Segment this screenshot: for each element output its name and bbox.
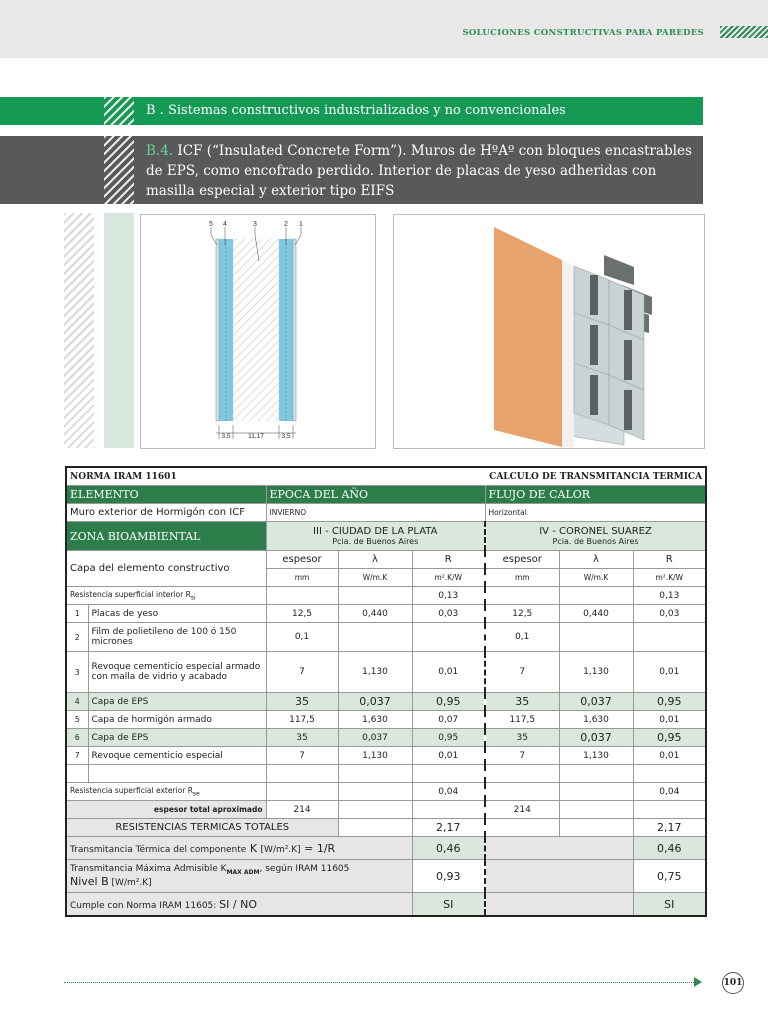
layer-r-2: 0,03 xyxy=(633,605,706,623)
zona-2 xyxy=(485,522,706,551)
empty-row xyxy=(66,765,706,783)
header-hatch-decoration xyxy=(720,26,768,38)
layer-lambda-2: 1,130 xyxy=(559,652,633,693)
column-header-row xyxy=(66,551,706,569)
res-total-2: 2,17 xyxy=(633,819,706,837)
subsection-text: ICF (“Insulated Concrete Form”). Muros de HºAº con bloques encastrables de EPS, como encofrado perdido. Interior de placas de yeso adheridas con masilla especial y exterior tipo EIFS xyxy=(146,143,692,199)
calc-title: CALCULO DE TRANSMITANCIA TERMICA xyxy=(338,467,706,486)
espesor-total-row xyxy=(66,801,706,819)
layer-lambda-2: 0,440 xyxy=(559,605,633,623)
col-espesor-1: espesor xyxy=(266,551,338,569)
rse-value-2: 0,04 xyxy=(633,783,706,801)
section-hatch-decoration xyxy=(104,97,134,125)
cumple-label-text: Cumple con Norma IRAM 11605: xyxy=(70,900,220,911)
rsi-label-sub: si xyxy=(190,594,196,602)
k-row xyxy=(66,837,706,860)
kmax-value-1: 0,93 xyxy=(412,860,485,893)
resistencias-totales-row xyxy=(66,819,706,837)
flujo-value: Horizontal xyxy=(485,504,706,522)
rsi-row xyxy=(66,587,706,605)
top-bar xyxy=(0,0,768,58)
unit-mm-2: mm xyxy=(485,569,559,587)
dimension-eps-interior: 3,5 xyxy=(221,433,231,440)
col-r-2: R xyxy=(633,551,706,569)
layer-number: 7 xyxy=(66,747,88,765)
cumple-label xyxy=(66,893,412,917)
layer-name: Capa de hormigón armado xyxy=(88,711,266,729)
cumple-value-2: SI xyxy=(633,893,706,917)
kmax-row xyxy=(66,860,706,893)
layer-r-2: 0,01 xyxy=(633,747,706,765)
rsi-label xyxy=(66,587,266,605)
layer-number: 2 xyxy=(66,623,88,652)
elemento-value: Muro exterior de Hormigón con ICF xyxy=(66,504,266,522)
layer-r-1 xyxy=(412,623,485,652)
layer-espesor-2: 117,5 xyxy=(485,711,559,729)
k-label xyxy=(66,837,412,860)
icf-wall-3d-illustration xyxy=(393,214,705,449)
layer-row-7 xyxy=(66,747,706,765)
layer-number: 1 xyxy=(66,605,88,623)
running-title: SOLUCIONES CONSTRUCTIVAS PARA PAREDES xyxy=(462,28,704,38)
layer-label-2: 2 xyxy=(284,221,288,228)
layer-lambda-2: 0,037 xyxy=(559,729,633,747)
layer-row-5 xyxy=(66,711,706,729)
layer-lambda-1: 0,440 xyxy=(338,605,412,623)
layer-row-6 xyxy=(66,729,706,747)
layer-r-1: 0,01 xyxy=(412,652,485,693)
layer-name: Revoque cementicio especial armado con malla de vidrio y acabado xyxy=(88,652,266,693)
layer-row-1 xyxy=(66,605,706,623)
layer-lambda-1: 1,630 xyxy=(338,711,412,729)
kmax-label-tail: , según IRAM 11605 xyxy=(259,863,350,874)
unit-mm-1: mm xyxy=(266,569,338,587)
layer-lambda-2: 1,630 xyxy=(559,711,633,729)
element-info-row xyxy=(66,504,706,522)
zona-1 xyxy=(266,522,485,551)
espesor-total-label: espesor total aproximado xyxy=(66,801,266,819)
subsection-title xyxy=(146,141,701,201)
rsi-value-2: 0,13 xyxy=(633,587,706,605)
unit-w-1: W/m.K xyxy=(338,569,412,587)
layer-r-1: 0,03 xyxy=(412,605,485,623)
layer-name: Film de polietileno de 100 ó 150 micrones xyxy=(88,623,266,652)
rse-label-text: Resistencia superficial exterior R xyxy=(70,785,193,795)
layer-name: Capa de EPS xyxy=(88,729,266,747)
layer-lambda-1: 1,130 xyxy=(338,652,412,693)
layer-r-1: 0,07 xyxy=(412,711,485,729)
layer-r-1: 0,01 xyxy=(412,747,485,765)
layer-espesor-2: 7 xyxy=(485,652,559,693)
res-totales-label: RESISTENCIAS TERMICAS TOTALES xyxy=(66,819,338,837)
res-total-1: 2,17 xyxy=(412,819,485,837)
layer-lambda-2 xyxy=(559,623,633,652)
layer-lambda-1 xyxy=(338,623,412,652)
zona-label: ZONA BIOAMBIENTAL xyxy=(66,522,266,551)
layer-label-4: 4 xyxy=(223,221,227,228)
layer-espesor-1: 12,5 xyxy=(266,605,338,623)
section-band xyxy=(0,97,703,125)
col-espesor-2: espesor xyxy=(485,551,559,569)
rse-row xyxy=(66,783,706,801)
unit-r-1: m².K/W xyxy=(412,569,485,587)
wall-section-diagram xyxy=(140,214,376,449)
layer-espesor-2: 12,5 xyxy=(485,605,559,623)
layer-label-1: 1 xyxy=(299,221,303,228)
zona-row xyxy=(66,522,706,551)
zona-1-province: Pcia. de Buenos Aires xyxy=(332,537,419,546)
layer-espesor-1: 117,5 xyxy=(266,711,338,729)
layer-r-1: 0,95 xyxy=(412,729,485,747)
layer-espesor-1: 7 xyxy=(266,652,338,693)
kmax-sub: MAX ADM xyxy=(226,868,260,876)
rsi-label-text: Resistencia superficial interior R xyxy=(70,589,191,599)
unit-w-2: W/m.K xyxy=(559,569,633,587)
dimension-concrete: 11,17 xyxy=(248,433,264,440)
k-symbol: K xyxy=(246,841,261,855)
layer-lambda-2: 0,037 xyxy=(559,693,633,711)
layer-number: 6 xyxy=(66,729,88,747)
layer-r-2: 0,95 xyxy=(633,729,706,747)
layer-lambda-1: 0,037 xyxy=(338,693,412,711)
layer-lambda-1: 1,130 xyxy=(338,747,412,765)
layer-espesor-2: 0,1 xyxy=(485,623,559,652)
header-flujo: FLUJO DE CALOR xyxy=(485,486,706,504)
thermal-transmittance-table xyxy=(65,466,707,917)
layer-label-3: 3 xyxy=(253,221,257,228)
kmax-nivel: Nivel B xyxy=(70,875,109,889)
layer-r-1: 0,95 xyxy=(412,693,485,711)
cumple-row xyxy=(66,893,706,917)
header-elemento: ELEMENTO xyxy=(66,486,266,504)
layer-name: Revoque cementicio especial xyxy=(88,747,266,765)
layer-espesor-1: 35 xyxy=(266,693,338,711)
k-value-2: 0,46 xyxy=(633,837,706,860)
espesor-total-1: 214 xyxy=(266,801,338,819)
layer-row-4 xyxy=(66,693,706,711)
layer-lambda-1: 0,037 xyxy=(338,729,412,747)
kmax-unit: [W/m².K] xyxy=(108,878,152,889)
layer-espesor-1: 7 xyxy=(266,747,338,765)
layer-espesor-2: 7 xyxy=(485,747,559,765)
capa-label: Capa del elemento constructivo xyxy=(66,551,266,587)
rse-value-1: 0,04 xyxy=(412,783,485,801)
layer-row-2 xyxy=(66,623,706,652)
rse-label xyxy=(66,783,266,801)
side-green-panel xyxy=(104,213,134,448)
kmax-label xyxy=(66,860,412,893)
rsi-value-1: 0,13 xyxy=(412,587,485,605)
k-value-1: 0,46 xyxy=(412,837,485,860)
subsection-band xyxy=(0,136,703,204)
layer-number: 4 xyxy=(66,693,88,711)
epoca-value: INVIERNO xyxy=(266,504,485,522)
section-title: B . Sistemas constructivos industrializados y no convencionales xyxy=(146,103,566,118)
layer-number: 3 xyxy=(66,652,88,693)
cumple-options: SI / NO xyxy=(219,897,257,911)
kmax-value-2: 0,75 xyxy=(633,860,706,893)
table-header-row xyxy=(66,486,706,504)
zona-1-name: III - CIUDAD DE LA PLATA xyxy=(313,526,438,537)
layer-espesor-1: 35 xyxy=(266,729,338,747)
footer-dotted-line xyxy=(64,982,696,983)
layer-lambda-2: 1,130 xyxy=(559,747,633,765)
table-title-row xyxy=(66,467,706,486)
layer-espesor-1: 0,1 xyxy=(266,623,338,652)
norma-title: NORMA IRAM 11601 xyxy=(66,467,338,486)
dimension-eps-exterior: 3,5 xyxy=(281,433,291,440)
unit-r-2: m².K/W xyxy=(633,569,706,587)
page-number: 101 xyxy=(722,972,744,994)
layer-number: 5 xyxy=(66,711,88,729)
layer-name: Placas de yeso xyxy=(88,605,266,623)
subsection-code: B.4. xyxy=(146,143,174,159)
layer-r-2: 0,95 xyxy=(633,693,706,711)
k-label-text: Transmitancia Térmica del componente xyxy=(70,844,247,855)
col-lambda-1: λ xyxy=(338,551,412,569)
layer-row-3 xyxy=(66,652,706,693)
subsection-hatch-decoration xyxy=(104,136,134,204)
k-unit: [W/m².K] xyxy=(260,844,301,855)
layer-r-2: 0,01 xyxy=(633,711,706,729)
arrow-right-icon xyxy=(694,977,702,987)
zona-2-province: Pcia. de Buenos Aires xyxy=(552,537,639,546)
layer-r-2: 0,01 xyxy=(633,652,706,693)
espesor-total-2: 214 xyxy=(485,801,559,819)
layer-espesor-2: 35 xyxy=(485,693,559,711)
layer-name: Capa de EPS xyxy=(88,693,266,711)
k-formula: = 1/R xyxy=(300,841,336,855)
side-hatch-decoration xyxy=(64,213,94,448)
header-epoca: EPOCA DEL AÑO xyxy=(266,486,485,504)
zona-2-name: IV - CORONEL SUAREZ xyxy=(539,526,652,537)
col-lambda-2: λ xyxy=(559,551,633,569)
layer-espesor-2: 35 xyxy=(485,729,559,747)
layer-r-2 xyxy=(633,623,706,652)
kmax-label-text: Transmitancia Máxima Admisible K xyxy=(70,863,227,874)
col-r-1: R xyxy=(412,551,485,569)
cumple-value-1: SI xyxy=(412,893,485,917)
layer-label-5: 5 xyxy=(209,221,213,228)
rse-label-sub: se xyxy=(192,790,200,798)
